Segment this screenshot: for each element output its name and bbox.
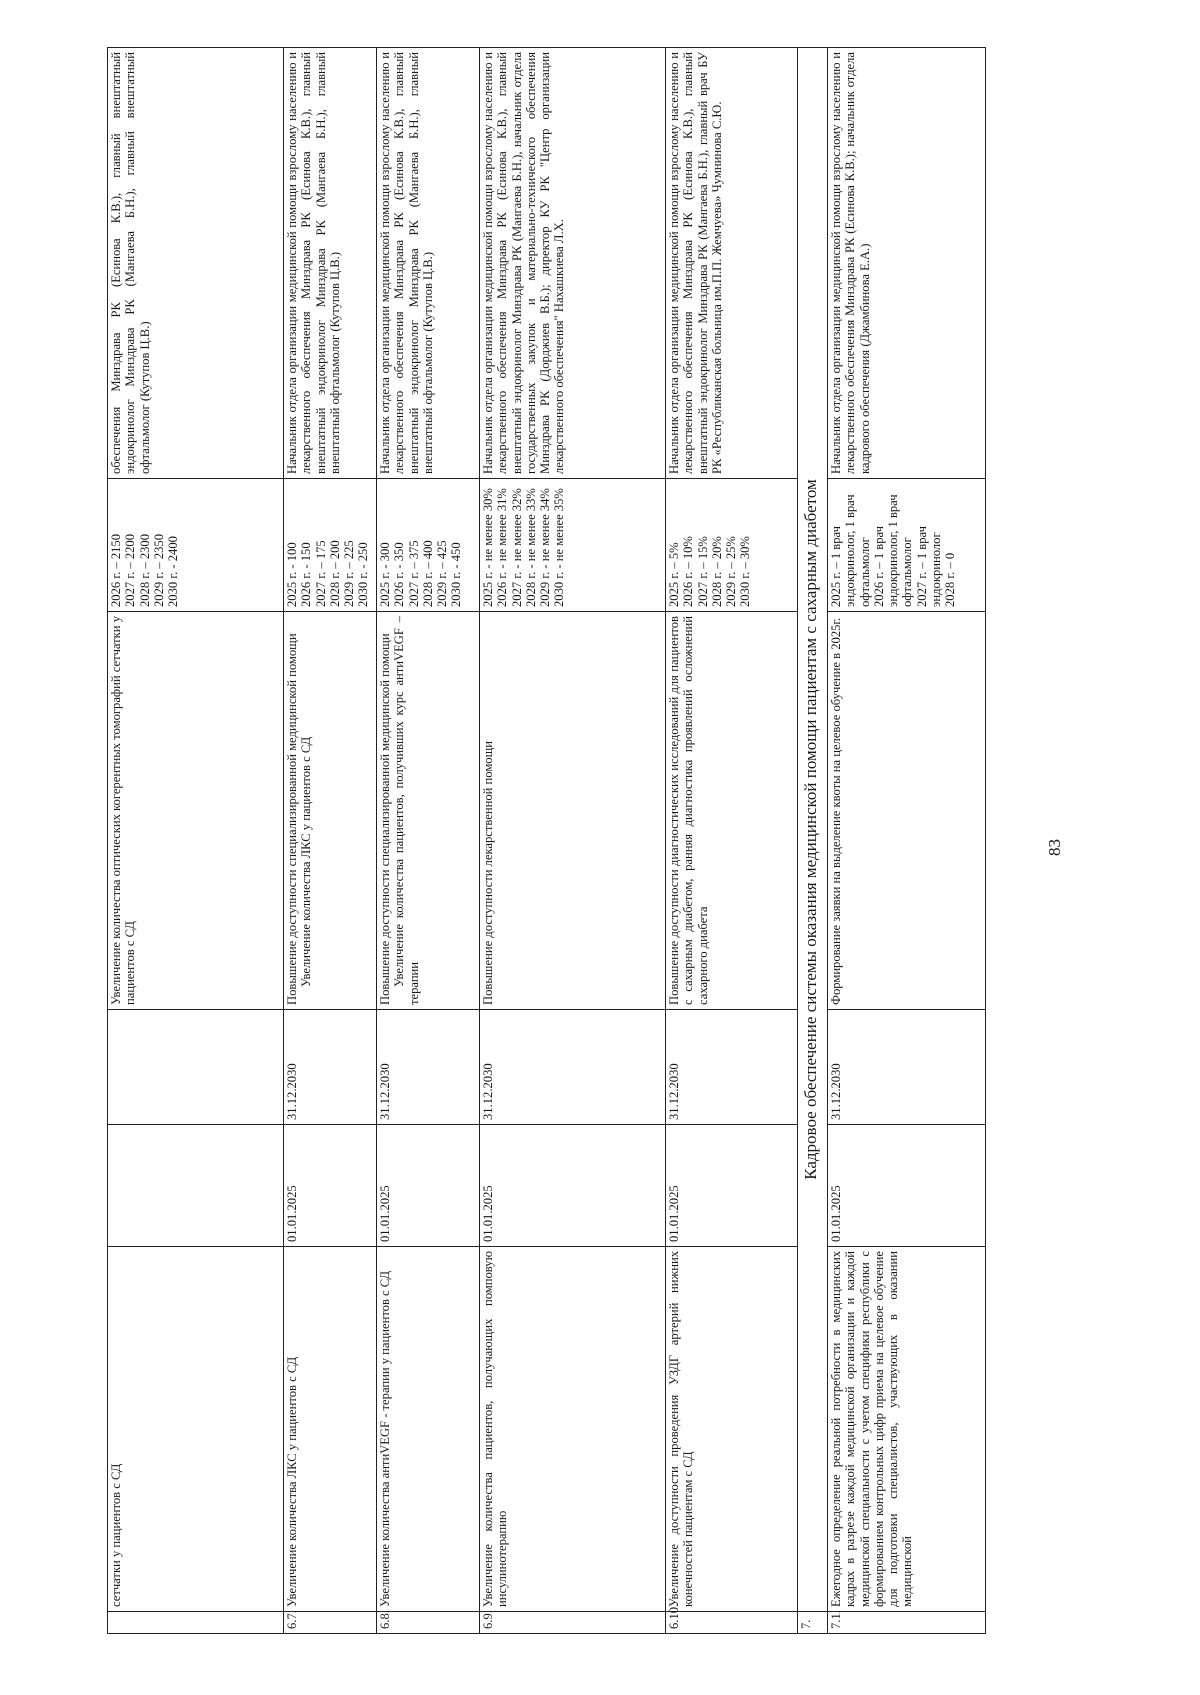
- section-title: Кадровое обеспечение системы оказания медицинской помощи пациентам с сахарным диабетом: [798, 48, 828, 1612]
- indicator-cell: [480, 612, 666, 1010]
- start-date-cell: [108, 1125, 284, 1247]
- action-cell: Увеличение количества пациентов, получающих помповую инсулинотерапию: [480, 1247, 666, 1612]
- table-row: [666, 48, 798, 1634]
- values-text: 2025 г. - 100 2026 г. - 150 2027 г. – 175 2028 г. – 200 2029 г. – 225 2030 г. - 250: [285, 540, 371, 607]
- indicator-subtext: Увеличение количества пациентов, получивших курс антиVEGF – терапии: [392, 616, 421, 1005]
- start-date-cell: 01.01.2025: [828, 1125, 986, 1247]
- values-text: 2025 г. - 300 2026 г. - 350 2027 г. – 375 2028 г. – 400 2029 г. – 425 2030 г. - 450: [378, 540, 464, 607]
- indicator-text: Повышение доступности диагностических исследований для пациентов с сахарным диабетом, ранняя диагностика проявлений осложнений сахарного диабета: [667, 616, 710, 1005]
- values-text: 2026 г. – 2150 2027 г. – 2200 2028 г. – 2300 2029 г. – 2350 2030 г. - 2400: [109, 533, 181, 607]
- start-date-cell: 01.01.2025: [377, 1125, 480, 1247]
- action-plan-table: [107, 47, 986, 1634]
- responsible-cell: Начальник отдела организации медицинской помощи взрослому населению и лекарственного обеспечения Минздрава РК (Есинова К.В.), главный внештатный эндокринолог Минздрава РК (Мангаева Б.Н.), начальник отдела государственных закупок и материально-технического обеспечения Минздрава РК (Дорджиев В.Б.); директор КУ РК "Центр организации лекарственного обеспечения" Нахашкиева Л.Х.: [480, 48, 666, 479]
- responsible-cell: Начальник отдела организации медицинской помощи взрослому населению и лекарственного обеспечения Минздрава РК (Есинова К.В.), главный внештатный эндокринолог Минздрава РК (Мангаева Б.Н.), главный врач БУ РК «Республиканская больница им.П.П. Жемчуева» Чумнинова С.Ю.: [666, 48, 798, 479]
- responsible-cell: обеспечения Минздрава РК (Есинова К.В.), главный внештатный эндокринолог Минздрава РК (Мангаева Б.Н.), главный внештатный офтальмолог (Кутупов Ц.В.): [108, 48, 284, 479]
- section-row: [798, 48, 828, 1634]
- responsible-cell: Начальник отдела организации медицинской помощи взрослому населению и лекарственного обеспечения Минздрава РК (Есинова К.В.), главный внештатный эндокринолог Минздрава РК (Мангаева Б.Н.), главный внештатный офтальмолог (Кутупов Ц.В.): [284, 48, 377, 479]
- indicator-cell: [666, 612, 798, 1010]
- action-cell: Увеличение доступности проведения УЗДГ артерий нижних конечностей пациентам с СД: [666, 1247, 798, 1612]
- table-row: [284, 48, 377, 1634]
- end-date-cell: 31.12.2030: [666, 1010, 798, 1125]
- row-number: 6.9.: [480, 1612, 666, 1634]
- responsible-cell: Начальник отдела организации медицинской помощи взрослому населению и лекарственного обеспечения Минздрава РК (Есинова К.В.), главный внештатный эндокринолог Минздрава РК (Мангаева Б.Н.), главный внештатный офтальмолог (Кутупов Ц.В.): [377, 48, 480, 479]
- values-text: 2025 г. – 1 врач эндокринолог, 1 врач офтальмолог 2026 г. – 1 врач эндокринолог, 1 врач офтальмолог 2027 г. – 1 врач эндокринолог 2028 г. – 0: [829, 494, 958, 607]
- table-body: [108, 48, 986, 1634]
- end-date-cell: 31.12.2030: [828, 1010, 986, 1125]
- start-date-cell: 01.01.2025: [666, 1125, 798, 1247]
- table-row: [377, 48, 480, 1634]
- indicator-subtext: Увеличение количества ЛКС у пациентов с СД: [299, 736, 314, 987]
- row-number: 6.7.: [284, 1612, 377, 1634]
- table-row: [108, 48, 284, 1634]
- values-text: 2025 г. – 5% 2026 г. – 10% 2027 г. – 15% 2028 г. – 20% 2029 г. – 25% 2030 г. – 30%: [667, 536, 753, 607]
- section-number: 7.: [798, 1612, 828, 1634]
- action-cell: сетчатки у пациентов с СД: [108, 1247, 284, 1612]
- action-cell: Увеличение количества антиVEGF - терапии у пациентов с СД: [377, 1247, 480, 1612]
- values-cell: [828, 479, 986, 612]
- table-row: [480, 48, 666, 1634]
- end-date-cell: 31.12.2030: [284, 1010, 377, 1125]
- indicator-cell: [284, 612, 377, 1010]
- values-cell: [108, 479, 284, 612]
- indicator-text: Повышение доступности специализированной медицинской помощи: [378, 633, 392, 1005]
- indicator-text: Повышение доступности специализированной медицинской помощи: [285, 633, 299, 1005]
- values-cell: [480, 479, 666, 612]
- page-number: 83: [1045, 839, 1064, 856]
- responsible-cell: Начальник отдела организации медицинской помощи взрослому населению и лекарственного обеспечения Минздрава РК (Есинова К.В.); начальник отдела кадрового обеспечения (Джамбинова Е.А.): [828, 48, 986, 479]
- indicator-cell: Формирование заявки на выделение квоты на целевое обучение в 2025г.: [828, 612, 986, 1010]
- end-date-cell: 31.12.2030: [377, 1010, 480, 1125]
- values-cell: [666, 479, 798, 612]
- start-date-cell: 01.01.2025: [480, 1125, 666, 1247]
- table-row: [828, 48, 986, 1634]
- action-cell: Ежегодное определение реальной потребности в медицинских кадрах в разрезе каждой медицинской организации и каждой медицинской специальности с учетом специфики республики с формированием контрольных цифр приема на целевое обучение для подготовки специалистов, участвующих в оказании медицинской: [828, 1247, 986, 1612]
- row-number: 6.8.: [377, 1612, 480, 1634]
- indicator-cell: [108, 612, 284, 1010]
- values-cell: [284, 479, 377, 612]
- start-date-cell: 01.01.2025: [284, 1125, 377, 1247]
- row-number: [108, 1612, 284, 1634]
- action-cell: Увеличение количества ЛКС у пациентов с СД: [284, 1247, 377, 1612]
- indicator-text: Увеличение количества оптических когерентных томографий сетчатки у пациентов с СД: [109, 616, 138, 1005]
- indicator-cell: [377, 612, 480, 1010]
- values-cell: [377, 479, 480, 612]
- row-number: 6.10.: [666, 1612, 798, 1634]
- indicator-text: Повышение доступности лекарственной помощи: [481, 740, 495, 1005]
- row-number: 7.1.: [828, 1612, 986, 1634]
- values-text: 2025 г. - не менее 30% 2026 г. - не менее 31% 2027 г. - не менее 32% 2028 г. - не менее 33% 2029 г. - не менее 34% 2030 г. - не менее 35%: [481, 488, 567, 607]
- end-date-cell: 31.12.2030: [480, 1010, 666, 1125]
- end-date-cell: [108, 1010, 284, 1125]
